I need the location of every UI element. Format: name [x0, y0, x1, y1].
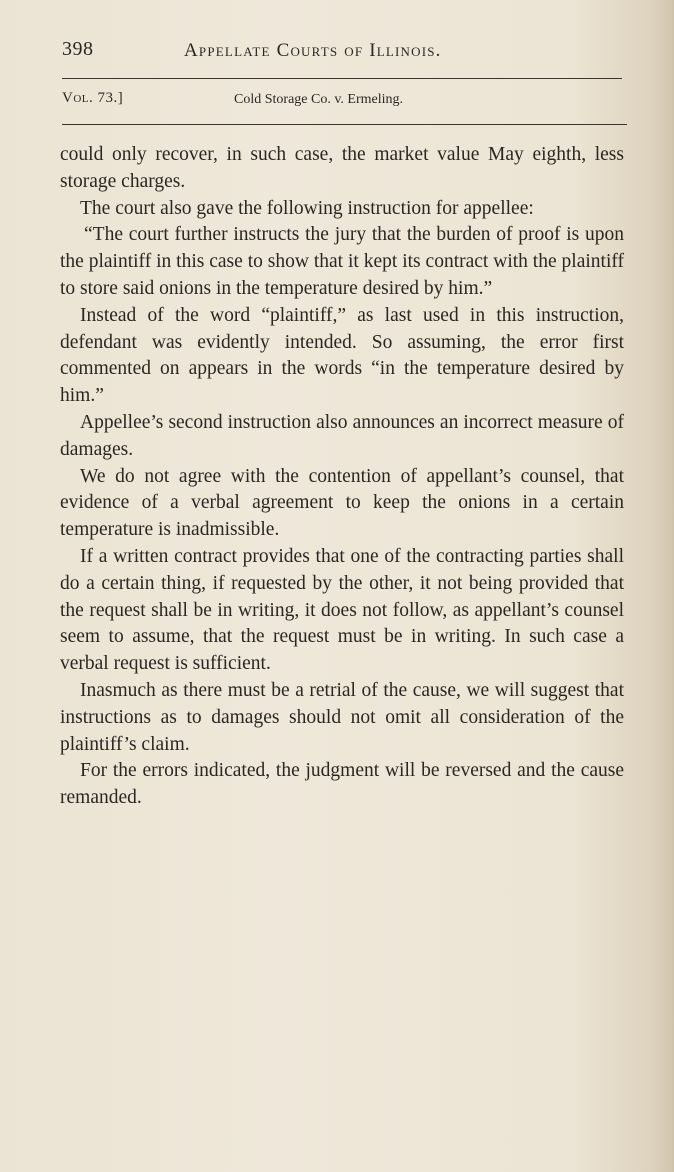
case-title: Cold Storage Co. v. Ermeling. — [234, 92, 404, 107]
header-rule-top — [62, 78, 622, 79]
paragraph: could only recover, in such case, the market value May eighth, less storage charges. — [60, 144, 624, 192]
paragraph: The court also gave the following instruction for appellee: — [80, 197, 534, 219]
header-rule-bottom — [62, 124, 627, 125]
page-number: 398 — [62, 38, 94, 60]
paragraph: Inasmuch as there must be a retrial of the cause, we will suggest that instructions as to damages should not omit all consideration of the plaintiff’s claim. — [60, 679, 624, 755]
paragraph: For the errors indicated, the judgment will be reversed and the cause remanded. — [60, 760, 624, 809]
paragraph: Appellee’s second instruction also announces an incorrect measure of damages. — [60, 411, 624, 460]
case-line — [62, 90, 622, 114]
running-title: Appellate Courts of Illinois. — [184, 40, 442, 61]
paragraph: Instead of the word “plaintiff,” as last used in this instruction, defendant was evidently intended. So assuming, the error first commented on appears in the words “in the temperature desired by him.” — [60, 304, 624, 407]
paragraph: If a written contract provides that one of the contracting parties shall do a certain thing, if requested by the other, it not being provided that the request shall be in writing, it does not follow, as appellant’s counsel seem to assume, that the request must be in writing. In such case a verbal request is sufficient. — [60, 545, 624, 675]
volume-label: Vol. 73.] — [62, 90, 124, 106]
opinion-text — [60, 142, 624, 812]
running-head — [62, 38, 622, 72]
quoted-instruction: “The court further instructs the jury that the burden of proof is upon the plaintiff in this case to show that it kept its contract with the plaintiff to store said onions in the temperature desired by him.” — [60, 224, 624, 299]
paragraph: We do not agree with the contention of appellant’s counsel, that evidence of a verbal agreement to keep the onions in a certain temperature is inadmissible. — [60, 465, 624, 541]
